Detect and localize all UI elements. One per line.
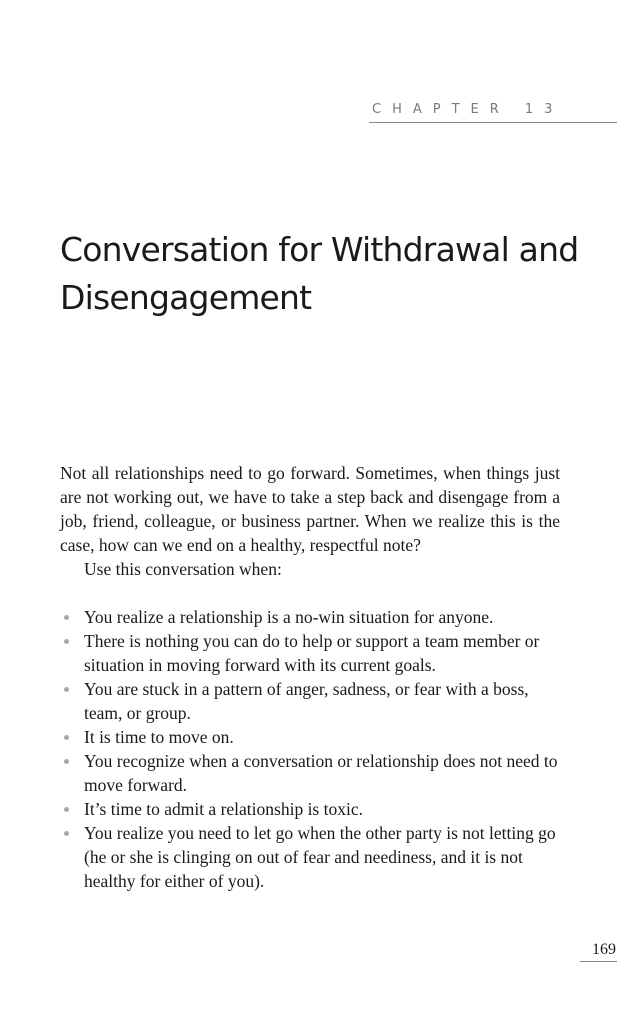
bullet-text: You are stuck in a pattern of anger, sadness, or fear with a boss, team, or group.	[84, 679, 529, 723]
chapter-rule	[369, 122, 617, 123]
bullet-text: You realize you need to let go when the other party is not letting go (he or she is clinging on out of fear and neediness, and it is not healthy for either of you).	[84, 823, 556, 891]
bullet-dot-icon	[64, 615, 69, 620]
bullet-text: There is nothing you can do to help or support a team member or situation in moving forward with its current goals.	[84, 631, 540, 675]
bullet-dot-icon	[64, 759, 69, 764]
bullet-list	[60, 605, 560, 893]
body-text	[60, 461, 560, 893]
intro-paragraph: Not all relationships need to go forward. Sometimes, when things just are not working out, we have to take a step back and disengage from a job, friend, colleague, or business partner. When we realize this is the case, how can we end on a healthy, respectful note?	[60, 463, 560, 555]
bullet-text: You realize a relationship is a no-win situation for anyone.	[84, 607, 494, 627]
bullet-item	[60, 821, 560, 893]
bullet-dot-icon	[64, 831, 69, 836]
page-number: 169	[592, 941, 616, 958]
bullet-item	[60, 677, 560, 725]
bullet-text: You recognize when a conversation or relationship does not need to move forward.	[84, 751, 558, 795]
use-when-line: Use this conversation when:	[84, 559, 282, 579]
bullet-dot-icon	[64, 687, 69, 692]
bullet-dot-icon	[64, 807, 69, 812]
chapter-title: Conversation for Withdrawal and Disengagement	[60, 230, 579, 317]
bullet-item	[60, 725, 560, 749]
chapter-label: CHAPTER 13	[372, 102, 564, 117]
bullet-item	[60, 749, 560, 797]
bullet-item	[60, 605, 560, 629]
bullet-dot-icon	[64, 639, 69, 644]
bullet-item	[60, 629, 560, 677]
bullet-text: It is time to move on.	[84, 727, 234, 747]
bullet-dot-icon	[64, 735, 69, 740]
bullet-item	[60, 797, 560, 821]
bullet-text: It’s time to admit a relationship is toxic.	[84, 799, 363, 819]
page-number-rule	[580, 961, 617, 962]
